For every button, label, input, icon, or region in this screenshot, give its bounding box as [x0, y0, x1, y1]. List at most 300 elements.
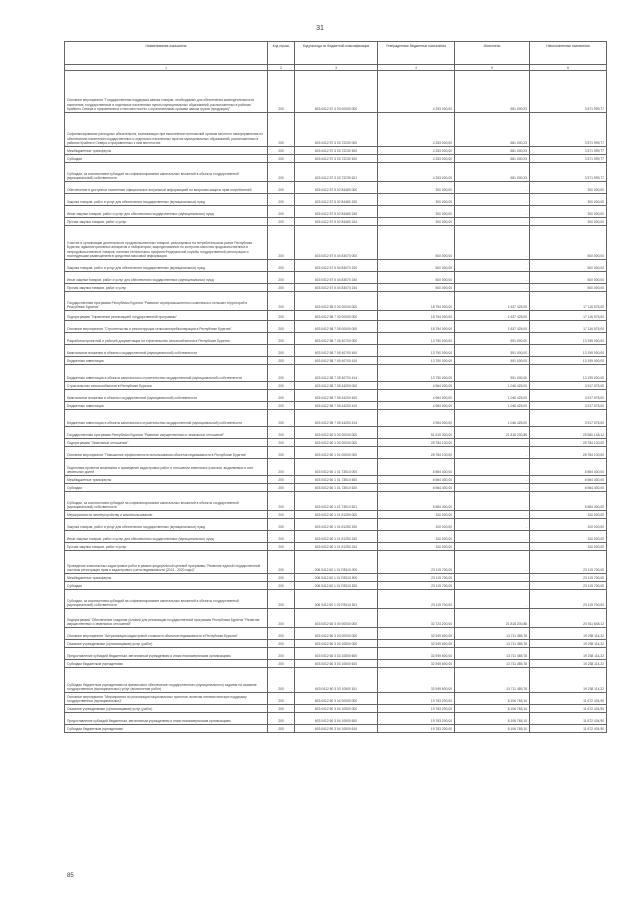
- row-classification: 006 0412 60 1 01 R5110 521: [295, 590, 378, 609]
- column-number: 5: [455, 65, 530, 71]
- row-unperformed: 3 571 999,77: [530, 163, 607, 182]
- table-row: [65, 551, 607, 574]
- table-row: [65, 365, 607, 382]
- row-name: Мероприятия по землеустройству и землепользованию: [65, 511, 268, 519]
- table-row: [65, 194, 607, 206]
- row-unperformed: 500 000,00: [530, 284, 607, 292]
- table-row: [65, 459, 607, 476]
- row-budget: 28 784 100,00: [378, 447, 455, 459]
- row-classification: 603 0412 57 3 03 72230 500: [295, 147, 378, 155]
- row-name: Прочая закупка товаров, работ и услуг: [65, 218, 268, 226]
- row-budget: 300 000,00: [378, 206, 455, 218]
- row-classification: 603 0412 57 5 04 83070 200: [295, 260, 378, 272]
- row-classification: 603 0412 58 7 05 44200 000: [295, 382, 378, 390]
- row-classification: 603 0412 60 1 01 73510 521: [295, 492, 378, 511]
- row-budget: 4 253 000,00: [378, 155, 455, 163]
- row-name: Подпрограмма "Обеспечение создания условий для реализации государственной программы Республики Бурятия "Развитие имущественных и земельных отношений": [65, 609, 268, 628]
- row-classification: 006 0412 60 1 01 R5110 500: [295, 574, 378, 582]
- row-performed: -: [455, 531, 530, 543]
- row-performed: 21 818 200,88: [455, 427, 530, 439]
- row-code: 200: [268, 345, 295, 357]
- row-unperformed: 28 784 100,00: [530, 447, 607, 459]
- row-performed: -: [455, 284, 530, 292]
- row-code: 200: [268, 163, 295, 182]
- row-code: 200: [268, 284, 295, 292]
- table-row: [65, 321, 607, 333]
- table-row: [65, 218, 607, 226]
- row-performed: 1 046 425,00: [455, 410, 530, 427]
- row-budget: 19 783 200,00: [378, 725, 455, 733]
- row-performed: 591 000,00: [455, 357, 530, 365]
- row-name: Субсидии бюджетным учреждениям на финансовое обеспечение государственного (муниципального) задания на оказание государственных (муниципальных) услуг (выполнение работ): [65, 668, 268, 693]
- row-budget: 4 253 000,00: [378, 163, 455, 182]
- row-performed: -: [455, 218, 530, 226]
- row-unperformed: 23 119 700,00: [530, 590, 607, 609]
- row-code: 200: [268, 311, 295, 321]
- row-classification: 603 0412 58 7 05 40700 400: [295, 345, 378, 357]
- row-unperformed: 23 119 700,00: [530, 582, 607, 590]
- row-name: Подпрограмма "Управление реализацией государственной программы": [65, 311, 268, 321]
- row-code: 200: [268, 628, 295, 640]
- table-row: [65, 439, 607, 447]
- row-budget: 13 790 000,00: [378, 357, 455, 365]
- table-row: [65, 582, 607, 590]
- row-classification: 603 0412 58 7 05 40700 414: [295, 365, 378, 382]
- row-code: 200: [268, 519, 295, 531]
- row-code: 200: [268, 574, 295, 582]
- table-row: [65, 484, 607, 492]
- row-name: Прочая закупка товаров, работ и услуг: [65, 543, 268, 551]
- row-unperformed: 19 238 114,22: [530, 668, 607, 693]
- row-budget: 5 564 400,00: [378, 492, 455, 511]
- row-budget: 5 564 400,00: [378, 476, 455, 484]
- row-budget: 13 790 000,00: [378, 345, 455, 357]
- row-code: 200: [268, 713, 295, 725]
- row-code: 200: [268, 705, 295, 713]
- table-row: [65, 284, 607, 292]
- row-budget: 5 564 400,00: [378, 459, 455, 476]
- footer-page-number: 85: [67, 873, 74, 879]
- row-budget: 32 949 600,00: [378, 628, 455, 640]
- column-number: 2: [268, 65, 295, 71]
- header-budget: Утвержденные бюджетные назначения: [378, 42, 455, 65]
- row-performed: 13 711 485,78: [455, 640, 530, 648]
- row-classification: 006 0412 60 1 01 R5110 520: [295, 582, 378, 590]
- row-unperformed: 300 000,00: [530, 182, 607, 194]
- table-row: [65, 163, 607, 182]
- row-budget: 4 964 000,00: [378, 382, 455, 390]
- row-unperformed: 11 672 434,90: [530, 705, 607, 713]
- row-code: 200: [268, 447, 295, 459]
- row-name: Подготовка проектов межевания и проведение кадастровых работ в отношении земельных участков, выделяемых в счет земельных долей: [65, 459, 268, 476]
- row-classification: 603 0412 60 1 01 81250 244: [295, 543, 378, 551]
- row-code: 200: [268, 582, 295, 590]
- row-unperformed: 11 672 434,90: [530, 693, 607, 705]
- row-name: Капитальные вложения в объекты государственной (муниципальной) собственности: [65, 345, 268, 357]
- row-unperformed: 13 199 000,00: [530, 357, 607, 365]
- table-row: [65, 590, 607, 609]
- row-performed: -: [455, 492, 530, 511]
- row-classification: 603 0412 57 3 03 00000 000: [295, 71, 378, 113]
- row-unperformed: 100 000,00: [530, 531, 607, 543]
- row-name: Софинансирование расходных обязательств, возникающих при выполнении полномочий органов местного самоуправления по обеспечению населения государственных и отдельных населенных пунктах муниципальных образований, расположенных в районах Крайнего Севера и приравненных к ним местностях: [65, 113, 268, 147]
- row-code: 200: [268, 551, 295, 574]
- row-name: Иные закупки товаров, работ и услуг для обеспечения государственных (муниципальных) нужд: [65, 206, 268, 218]
- row-performed: -: [455, 226, 530, 260]
- row-unperformed: 100 000,00: [530, 519, 607, 531]
- row-name: Субсидии, за исключением субсидий на софинансирование капитальных вложений в объекты государственной (муниципальной) собственности: [65, 590, 268, 609]
- row-code: 200: [268, 365, 295, 382]
- row-budget: 23 119 700,00: [378, 574, 455, 582]
- row-name: Закупка товаров, работ и услуг для обеспечения государственных (муниципальных) нужд: [65, 519, 268, 531]
- row-code: 200: [268, 292, 295, 311]
- row-name: Подпрограмма "Земельные отношения": [65, 439, 268, 447]
- column-number: 6: [530, 65, 607, 71]
- row-unperformed: 17 116 575,00: [530, 311, 607, 321]
- row-performed: -: [455, 543, 530, 551]
- row-classification: 603 0412 60 3 03 10500 610: [295, 660, 378, 668]
- row-classification: 603 0412 57 5 04 83070 240: [295, 272, 378, 284]
- row-name: Субсидии, за исключением субсидий на софинансирование капитальных вложений в объекты государственной (муниципальной) собственности: [65, 163, 268, 182]
- row-budget: 500 000,00: [378, 284, 455, 292]
- row-name: Оказание учреждениями (организациями) услуг (работ): [65, 705, 268, 713]
- row-code: 200: [268, 155, 295, 163]
- row-budget: 32 724 200,00: [378, 609, 455, 628]
- row-unperformed: 5 564 400,00: [530, 476, 607, 484]
- row-name: Иные закупки товаров, работ и услуг для обеспечения государственных (муниципальных) нужд: [65, 531, 268, 543]
- row-code: 200: [268, 182, 295, 194]
- row-unperformed: 3 917 575,00: [530, 410, 607, 427]
- row-budget: 19 783 200,00: [378, 693, 455, 705]
- row-budget: 500 000,00: [378, 272, 455, 284]
- row-performed: -: [455, 484, 530, 492]
- column-number: 4: [378, 65, 455, 71]
- row-classification: 603 0412 60 1 01 81250 000: [295, 511, 378, 519]
- row-unperformed: 11 672 434,90: [530, 713, 607, 725]
- row-budget: 100 000,00: [378, 519, 455, 531]
- row-unperformed: 5 564 400,00: [530, 459, 607, 476]
- row-unperformed: 3 571 999,77: [530, 71, 607, 113]
- budget-execution-table: [64, 41, 607, 733]
- row-name: Прочая закупка товаров, работ и услуг: [65, 284, 268, 292]
- row-budget: 32 949 600,00: [378, 648, 455, 660]
- row-unperformed: 3 571 999,77: [530, 113, 607, 147]
- row-code: 200: [268, 511, 295, 519]
- row-performed: -: [455, 574, 530, 582]
- row-performed: -: [455, 206, 530, 218]
- row-unperformed: 29 560 148,12: [530, 427, 607, 439]
- row-performed: 681 000,23: [455, 71, 530, 113]
- row-budget: 18 754 000,00: [378, 321, 455, 333]
- row-code: 200: [268, 427, 295, 439]
- row-performed: 1 637 425,00: [455, 321, 530, 333]
- table-row: [65, 182, 607, 194]
- table-row: [65, 511, 607, 519]
- table-row: [65, 640, 607, 648]
- row-classification: 603 0412 60 3 04 00000 000: [295, 693, 378, 705]
- row-classification: 603 0412 60 3 03 00000 000: [295, 628, 378, 640]
- row-name: Межбюджетные трансферты: [65, 574, 268, 582]
- row-budget: 100 000,00: [378, 531, 455, 543]
- row-code: 200: [268, 218, 295, 226]
- row-classification: 006 0412 60 1 01 R5110 000: [295, 551, 378, 574]
- row-unperformed: 20 911 648,12: [530, 609, 607, 628]
- row-unperformed: 300 000,00: [530, 206, 607, 218]
- table-row: [65, 519, 607, 531]
- row-name: Закупка товаров, работ и услуг для обеспечения государственных (муниципальных) нужд: [65, 194, 268, 206]
- table-row: [65, 492, 607, 511]
- page-number: 31: [316, 25, 324, 32]
- table-header-row: [65, 42, 607, 65]
- row-budget: 23 119 700,00: [378, 590, 455, 609]
- row-unperformed: 500 000,00: [530, 272, 607, 284]
- row-code: 200: [268, 321, 295, 333]
- header-performed: Исполнено: [455, 42, 530, 65]
- row-budget: 4 964 000,00: [378, 410, 455, 427]
- row-classification: 603 0412 60 3 03 10500 600: [295, 648, 378, 660]
- row-unperformed: 3 571 999,77: [530, 147, 607, 155]
- row-classification: 603 0412 58 7 00 00000 000: [295, 311, 378, 321]
- row-budget: 300 000,00: [378, 194, 455, 206]
- row-code: 200: [268, 260, 295, 272]
- row-classification: 603 0412 60 1 01 73510 520: [295, 484, 378, 492]
- row-code: 200: [268, 476, 295, 484]
- table-row: [65, 333, 607, 345]
- row-code: 200: [268, 194, 295, 206]
- row-budget: 32 949 600,00: [378, 660, 455, 668]
- row-performed: -: [455, 272, 530, 284]
- row-classification: 603 0412 58 7 05 40700 410: [295, 357, 378, 365]
- row-code: 200: [268, 668, 295, 693]
- row-performed: 13 711 485,78: [455, 660, 530, 668]
- row-budget: 18 754 000,00: [378, 292, 455, 311]
- row-classification: 603 0412 60 3 04 10500 610: [295, 725, 378, 733]
- column-number: 3: [295, 65, 378, 71]
- table-row: [65, 725, 607, 733]
- row-classification: 603 0412 60 3 04 10500 600: [295, 713, 378, 725]
- row-code: 200: [268, 402, 295, 410]
- row-code: 200: [268, 147, 295, 155]
- row-budget: 500 000,00: [378, 260, 455, 272]
- row-code: 200: [268, 531, 295, 543]
- row-budget: 5 564 400,00: [378, 484, 455, 492]
- row-classification: 603 0412 58 7 05 44200 400: [295, 390, 378, 402]
- table-row: [65, 693, 607, 705]
- row-unperformed: 17 116 575,00: [530, 292, 607, 311]
- row-classification: 603 0412 58 7 05 44200 414: [295, 410, 378, 427]
- header-unperformed: Неисполненные назначения: [530, 42, 607, 65]
- row-code: 200: [268, 390, 295, 402]
- row-budget: 4 964 000,00: [378, 390, 455, 402]
- row-classification: 603 0412 57 5 02 84480 240: [295, 206, 378, 218]
- row-unperformed: 3 571 999,77: [530, 155, 607, 163]
- row-performed: 1 637 425,00: [455, 292, 530, 311]
- row-performed: -: [455, 519, 530, 531]
- row-performed: -: [455, 439, 530, 447]
- table-row: [65, 410, 607, 427]
- row-name: Межбюджетные трансферты: [65, 147, 268, 155]
- row-unperformed: 13 199 000,00: [530, 345, 607, 357]
- row-classification: 603 0412 57 5 02 84480 200: [295, 194, 378, 206]
- row-name: Основное мероприятие "Актуализация кадастровой стоимости объектов недвижимости в Республике Бурятия": [65, 628, 268, 640]
- row-budget: 4 253 000,00: [378, 71, 455, 113]
- table-row: [65, 345, 607, 357]
- row-code: 200: [268, 410, 295, 427]
- table-row: [65, 668, 607, 693]
- row-performed: 1 046 425,00: [455, 390, 530, 402]
- row-performed: -: [455, 459, 530, 476]
- row-code: 200: [268, 484, 295, 492]
- row-name: Государственная программа Республики Бурятия "Развитие агропромышленного комплекса и сельских территорий в Республике Бурятия": [65, 292, 268, 311]
- row-classification: 603 0412 58 7 05 40700 000: [295, 333, 378, 345]
- row-unperformed: 19 238 114,22: [530, 660, 607, 668]
- row-name: Субсидии бюджетным учреждениям: [65, 725, 268, 733]
- row-name: Субсидии: [65, 155, 268, 163]
- row-performed: 8 106 765,10: [455, 705, 530, 713]
- row-unperformed: 300 000,00: [530, 194, 607, 206]
- row-budget: 32 949 600,00: [378, 668, 455, 693]
- table-row: [65, 390, 607, 402]
- row-name: Участие в организации деятельности продовольственных товаров, реализуемых на потребительском рынке Республики Бурятия, административных аппаратов и лаборатории, аккредитованных по контролю качества продовольственных и непродовольственных товаров, наличия технического профиля Федеральной службы государственной регистрации и последующим размещением в средствах массовой информации: [65, 226, 268, 260]
- table-row: [65, 206, 607, 218]
- row-name: Государственная программа Республики Бурятия "Развитие имущественных и земельных отношений": [65, 427, 268, 439]
- row-unperformed: 23 119 700,00: [530, 574, 607, 582]
- row-unperformed: 28 784 100,00: [530, 439, 607, 447]
- row-performed: -: [455, 194, 530, 206]
- row-performed: 681 000,23: [455, 163, 530, 182]
- column-number: 1: [65, 65, 268, 71]
- row-budget: 23 119 700,00: [378, 551, 455, 574]
- row-performed: 1 046 425,00: [455, 402, 530, 410]
- row-classification: 603 0412 60 3 00 00000 000: [295, 609, 378, 628]
- row-unperformed: 19 238 114,22: [530, 628, 607, 640]
- row-unperformed: 5 564 400,00: [530, 492, 607, 511]
- table-row: [65, 705, 607, 713]
- row-classification: 603 0412 60 1 01 73510 000: [295, 459, 378, 476]
- row-budget: 51 519 300,00: [378, 427, 455, 439]
- row-name: Основное мероприятие "Строительство и реконструкция сельхозпотребкооперации в Республике Бурятия": [65, 321, 268, 333]
- row-performed: -: [455, 511, 530, 519]
- row-performed: 591 000,00: [455, 333, 530, 345]
- row-code: 200: [268, 609, 295, 628]
- row-performed: -: [455, 582, 530, 590]
- row-code: 200: [268, 71, 295, 113]
- row-unperformed: 17 116 575,00: [530, 321, 607, 333]
- header-classification: Код расхода по бюджетной классификации: [295, 42, 378, 65]
- row-performed: 8 106 765,10: [455, 725, 530, 733]
- table-row: [65, 272, 607, 284]
- row-code: 200: [268, 272, 295, 284]
- row-classification: 603 0412 60 0 00 00000 000: [295, 427, 378, 439]
- row-name: Предоставление субсидий бюджетным, автономным учреждениям и иным некоммерческим организациям: [65, 648, 268, 660]
- row-name: Обеспечение в доступных населению официальных актуальной информацией по вопросам защиты прав потребителей: [65, 182, 268, 194]
- row-classification: 603 0412 60 1 01 73510 500: [295, 476, 378, 484]
- row-performed: -: [455, 590, 530, 609]
- table-row: [65, 382, 607, 390]
- row-classification: 603 0412 58 0 00 00000 000: [295, 292, 378, 311]
- row-classification: 603 0412 60 1 01 00000 000: [295, 447, 378, 459]
- row-name: Предоставление субсидий бюджетным, автономным учреждениям и иным некоммерческим организациям: [65, 713, 268, 725]
- row-code: 200: [268, 459, 295, 476]
- table-row: [65, 147, 607, 155]
- row-unperformed: 3 917 575,00: [530, 402, 607, 410]
- row-code: 200: [268, 660, 295, 668]
- row-budget: 13 790 000,00: [378, 333, 455, 345]
- row-unperformed: 5 564 400,00: [530, 484, 607, 492]
- row-unperformed: 11 672 434,90: [530, 725, 607, 733]
- row-budget: 19 783 200,00: [378, 713, 455, 725]
- row-performed: -: [455, 476, 530, 484]
- table-row: [65, 628, 607, 640]
- row-performed: -: [455, 182, 530, 194]
- row-performed: 681 000,23: [455, 147, 530, 155]
- row-code: 200: [268, 357, 295, 365]
- row-code: 200: [268, 725, 295, 733]
- row-name: Разработка проектной и рабочей документации на строительство сельхозобъектов в Республике Бурятия: [65, 333, 268, 345]
- table-row: [65, 402, 607, 410]
- row-classification: 603 0412 57 3 03 72230 521: [295, 163, 378, 182]
- row-budget: 300 000,00: [378, 218, 455, 226]
- row-name: Бюджетные инвестиции в объекты капитального строительства государственной (муниципальной) собственности: [65, 410, 268, 427]
- row-name: Бюджетные инвестиции: [65, 357, 268, 365]
- row-budget: 28 784 100,00: [378, 439, 455, 447]
- table-row: [65, 226, 607, 260]
- table-row: [65, 292, 607, 311]
- row-classification: 603 0412 57 5 02 84480 000: [295, 182, 378, 194]
- row-budget: 4 253 000,00: [378, 113, 455, 147]
- row-unperformed: 13 199 000,00: [530, 365, 607, 382]
- table-row: [65, 648, 607, 660]
- row-unperformed: 500 000,00: [530, 226, 607, 260]
- table-row: [65, 574, 607, 582]
- row-performed: 8 106 765,10: [455, 713, 530, 725]
- table-row: [65, 713, 607, 725]
- row-classification: 603 0412 60 1 01 81250 200: [295, 519, 378, 531]
- row-performed: -: [455, 260, 530, 272]
- row-classification: 603 0412 57 5 02 84480 244: [295, 218, 378, 226]
- row-code: 200: [268, 492, 295, 511]
- row-name: Строительство сельхозобъектов в Республике Бурятия: [65, 382, 268, 390]
- row-unperformed: 100 000,00: [530, 511, 607, 519]
- row-unperformed: 23 119 700,00: [530, 551, 607, 574]
- row-name: Бюджетные инвестиции: [65, 402, 268, 410]
- row-budget: 4 964 000,00: [378, 402, 455, 410]
- row-classification: 603 0412 57 5 04 83070 000: [295, 226, 378, 260]
- row-name: Субсидии бюджетным учреждениям: [65, 660, 268, 668]
- table-row: [65, 113, 607, 147]
- row-name: Бюджетные инвестиции в объекты капитального строительства государственной (муниципальной) собственности: [65, 365, 268, 382]
- row-performed: 1 046 425,00: [455, 382, 530, 390]
- row-classification: 603 0412 60 1 01 81250 240: [295, 531, 378, 543]
- row-code: 200: [268, 640, 295, 648]
- table-row: [65, 427, 607, 439]
- table-row: [65, 476, 607, 484]
- row-budget: 13 790 000,00: [378, 365, 455, 382]
- row-unperformed: 500 000,00: [530, 260, 607, 272]
- row-performed: 591 000,00: [455, 345, 530, 357]
- table-row: [65, 71, 607, 113]
- row-classification: 603 0412 60 1 00 00000 000: [295, 439, 378, 447]
- table-body: [65, 71, 607, 733]
- table-row: [65, 447, 607, 459]
- row-unperformed: 19 238 114,22: [530, 640, 607, 648]
- header-name: Наименование показателя: [65, 42, 268, 65]
- row-name: Субсидии: [65, 582, 268, 590]
- row-classification: 603 0412 60 3 03 10500 000: [295, 640, 378, 648]
- table-row: [65, 260, 607, 272]
- row-performed: 13 711 485,78: [455, 628, 530, 640]
- row-classification: 603 0412 58 7 05 44200 410: [295, 402, 378, 410]
